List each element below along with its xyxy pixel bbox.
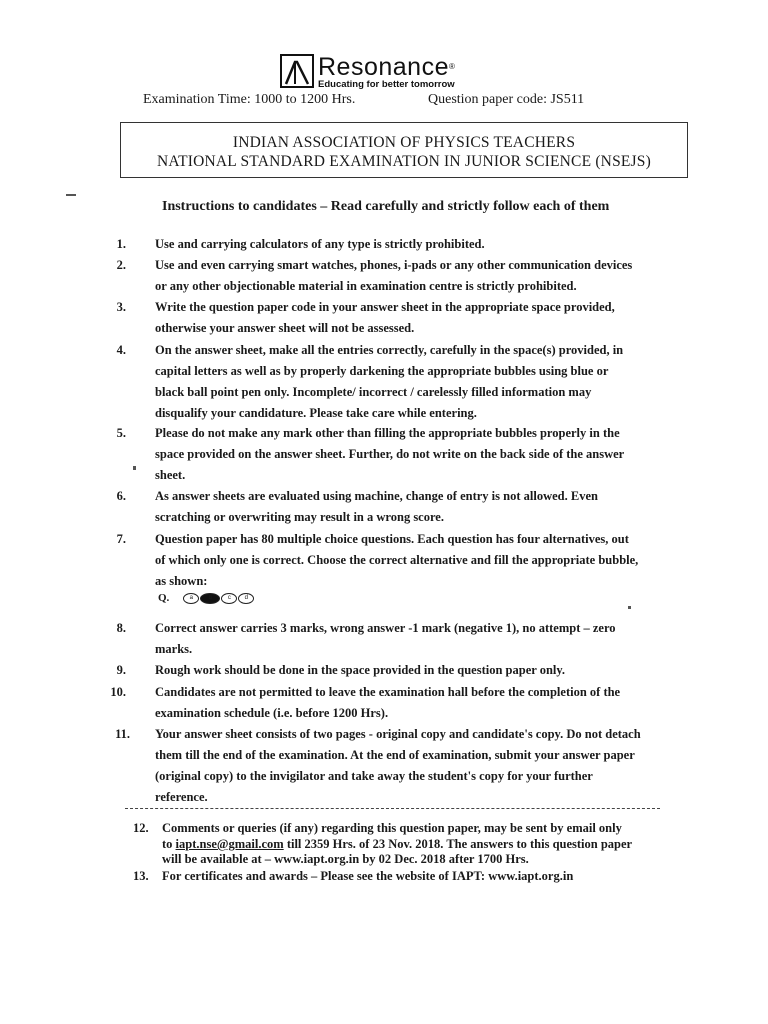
bubble-option: d bbox=[238, 593, 254, 604]
item-number: 7. bbox=[116, 532, 126, 546]
instruction-line: On the answer sheet, make all the entries correctly, carefully in the space(s) provided, in bbox=[155, 343, 624, 357]
instruction-line: sheet. bbox=[155, 468, 186, 482]
item-12-line bbox=[162, 837, 632, 852]
instruction-line: Use and carrying calculators of any type is strictly prohibited. bbox=[155, 237, 485, 251]
instruction-line: Candidates are not permitted to leave the examination hall before the completion of the bbox=[155, 685, 621, 699]
email-link[interactable]: iapt.nse@gmail.com bbox=[175, 837, 284, 851]
item-number: 1. bbox=[116, 237, 126, 251]
item-number: 11. bbox=[115, 727, 130, 741]
title-box bbox=[120, 122, 688, 178]
item-13-line: For certificates and awards – Please see the website of IAPT: www.iapt.org.in bbox=[162, 869, 574, 883]
instruction-line: of which only one is correct. Choose the correct alternative and fill the appropriate bubble, bbox=[155, 553, 639, 567]
instruction-line: marks. bbox=[155, 642, 193, 656]
logo-registered: ® bbox=[448, 62, 456, 71]
item-number: 5. bbox=[116, 426, 126, 440]
item-12-suffix: till 2359 Hrs. of 23 Nov. 2018. The answers to this question paper bbox=[283, 837, 633, 851]
instructions-heading: Instructions to candidates – Read carefully and strictly follow each of them bbox=[162, 199, 610, 214]
item-number: 10. bbox=[110, 685, 126, 699]
instruction-line: examination schedule (i.e. before 1200 Hrs). bbox=[155, 706, 389, 720]
instruction-line: reference. bbox=[155, 790, 208, 804]
item-number: 8. bbox=[116, 621, 126, 635]
bubble-option: c bbox=[221, 593, 237, 604]
instruction-line: disqualify your candidature. Please take care while entering. bbox=[155, 406, 477, 420]
instruction-line: otherwise your answer sheet will not be assessed. bbox=[155, 321, 415, 335]
instruction-line: Correct answer carries 3 marks, wrong answer -1 mark (negative 1), no attempt – zero bbox=[155, 621, 616, 635]
scan-mark bbox=[133, 466, 136, 470]
instruction-line: (original copy) to the invigilator and take away the student's copy for your further bbox=[155, 769, 593, 783]
resonance-logo bbox=[280, 54, 455, 94]
instruction-line: Please do not make any mark other than filling the appropriate bubbles properly in the bbox=[155, 426, 620, 440]
instruction-line: space provided on the answer sheet. Further, do not write on the back side of the answer bbox=[155, 447, 625, 461]
item-12-line: Comments or queries (if any) regarding this question paper, may be sent by email only bbox=[162, 821, 622, 835]
bubble-option: a bbox=[183, 593, 199, 604]
exam-time: Examination Time: 1000 to 1200 Hrs. bbox=[143, 92, 356, 107]
bubble-example bbox=[158, 592, 255, 604]
instruction-line: Rough work should be done in the space provided in the question paper only. bbox=[155, 663, 566, 677]
instruction-line: as shown: bbox=[155, 574, 208, 588]
dashed-divider bbox=[125, 808, 660, 809]
instruction-line: Use and even carrying smart watches, phones, i-pads or any other communication devices bbox=[155, 258, 633, 272]
logo-tagline: Educating for better tomorrow bbox=[318, 79, 455, 90]
item-number: 3. bbox=[116, 300, 126, 314]
item-number: 9. bbox=[116, 663, 126, 677]
instruction-line: black ball point pen only. Incomplete/ incorrect / carelessly filled information may bbox=[155, 385, 592, 399]
scan-mark bbox=[66, 194, 76, 196]
item-12-line: will be available at – www.iapt.org.in by 02 Dec. 2018 after 1700 Hrs. bbox=[162, 852, 529, 866]
paper-code: Question paper code: JS511 bbox=[428, 92, 585, 107]
bubble-option-filled: b bbox=[200, 593, 220, 604]
item-number: 12. bbox=[133, 821, 149, 835]
instruction-line: Question paper has 80 multiple choice questions. Each question has four alternatives, out bbox=[155, 532, 629, 546]
instruction-line: them till the end of the examination. At the end of examination, submit your answer paper bbox=[155, 748, 635, 762]
item-12-prefix: to bbox=[162, 837, 176, 851]
scan-mark bbox=[628, 606, 631, 609]
instruction-line: As answer sheets are evaluated using machine, change of entry is not allowed. Even bbox=[155, 489, 598, 503]
item-number: 6. bbox=[116, 489, 126, 503]
instruction-line: Write the question paper code in your answer sheet in the appropriate space provided, bbox=[155, 300, 615, 314]
item-number: 2. bbox=[116, 258, 126, 272]
item-number: 4. bbox=[116, 343, 126, 357]
instruction-line: Your answer sheet consists of two pages - original copy and candidate's copy. Do not detach bbox=[155, 727, 641, 741]
instruction-line: or any other objectionable material in examination centre is strictly prohibited. bbox=[155, 279, 577, 293]
instruction-line: capital letters as well as by properly darkening the appropriate bubbles using blue or bbox=[155, 364, 609, 378]
title-exam: NATIONAL STANDARD EXAMINATION IN JUNIOR SCIENCE (NSEJS) bbox=[157, 153, 651, 170]
item-number: 13. bbox=[133, 869, 149, 883]
bubble-example-label: Q. bbox=[158, 592, 170, 604]
instruction-line: scratching or overwriting may result in a wrong score. bbox=[155, 510, 444, 524]
logo-wordmark: Resonance bbox=[318, 53, 449, 81]
resonance-logo-icon bbox=[280, 54, 314, 88]
title-association: INDIAN ASSOCIATION OF PHYSICS TEACHERS bbox=[232, 134, 576, 151]
